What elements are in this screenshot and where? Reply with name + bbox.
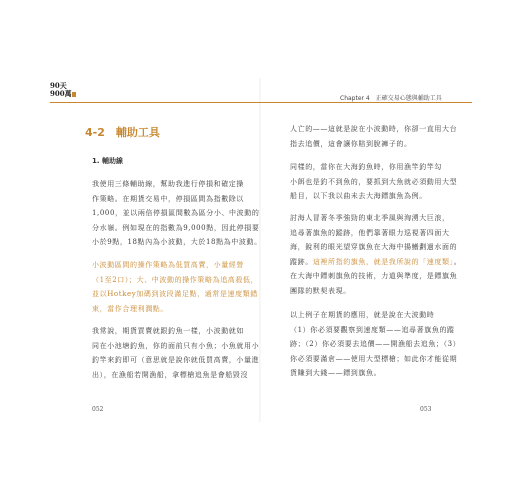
text-line: 出），在漁船若開漁船，拿標槍追魚是會船毀沒 bbox=[92, 370, 249, 379]
section-heading: 4-2 輔助工具 bbox=[85, 126, 160, 139]
text-line: 同樣的，當你在大海釣魚時，你用漁竿釣竿勾 bbox=[290, 163, 442, 171]
left-paragraph-3 bbox=[92, 324, 259, 382]
logo-mark bbox=[72, 92, 76, 97]
text-line: 釣竿來釣即可（意思就是說你就低買高賣，小量進 bbox=[92, 356, 260, 365]
text-line: 以上例子在期貨的應用，就是說在大波動時 bbox=[290, 311, 435, 319]
logo-line-1: 90天 bbox=[50, 81, 67, 90]
text-line: 討海人冒著冬季強勁的東北季風與洶湧大巨浪， bbox=[290, 214, 450, 222]
right-paragraph-4 bbox=[290, 308, 460, 381]
text-line: 人亡的——這就是說在小波動時，你卻一直用大台 bbox=[290, 125, 458, 133]
text-line: 跡；（2）你必須要去追價——開漁船去追魚；（3） bbox=[290, 340, 461, 349]
right-paragraph-1 bbox=[290, 122, 457, 151]
text-line: 船目，以下我以曲未去大海鏢旗魚為例。 bbox=[290, 192, 427, 201]
text-line: 我常說，期貨買賣就跟釣魚一樣，小波動就如 bbox=[92, 327, 244, 335]
left-paragraph-2-highlight bbox=[92, 258, 258, 316]
page-number-left: 052 bbox=[92, 406, 104, 413]
text-line: 指去追價，這會讓你賠到脫褲子的。 bbox=[290, 139, 412, 148]
text-fragment: 。 bbox=[453, 257, 462, 266]
text-fragment: 蹤跡。 bbox=[290, 257, 313, 266]
book-gutter bbox=[259, 78, 261, 422]
text-line: 小波動區間的操作策略為低買高賣，小量經營 bbox=[92, 261, 244, 269]
text-line-with-highlight bbox=[290, 255, 461, 270]
text-line: （1）你必須要觀察到速度類——追尋著旗魚的蹤 bbox=[290, 325, 455, 334]
text-line: 並以Hotkey加碼到波段滿足點，通常是速度類錯 bbox=[92, 290, 258, 299]
text-line: 團隊的默契表現。 bbox=[290, 286, 351, 295]
text-line: 1,000，並以兩倍停損區間數為區分小、中波動的 bbox=[92, 209, 260, 218]
text-line: 海，銳利的眼光望穿旗魚在大海中揚鰭劃過水面的 bbox=[290, 243, 458, 252]
text-line: 束，當作合理利潤點。 bbox=[92, 304, 168, 313]
sub-heading: 1. 輔助線 bbox=[92, 157, 123, 165]
text-line: 你必須要滿倉——使用大型標槍；如此你才能從期 bbox=[290, 354, 458, 363]
text-line: 追尋著旗魚的蹤跡，他們靠著眼力巡視著四面大 bbox=[290, 228, 450, 237]
text-line: 貨賺到大錢——鏢到旗魚。 bbox=[290, 369, 382, 378]
text-line: 分水嶺。例如現在的指數為9,000點，因此停損要 bbox=[92, 223, 260, 232]
left-paragraph-1 bbox=[92, 177, 262, 250]
book-logo bbox=[50, 82, 76, 104]
right-paragraph-3 bbox=[290, 211, 461, 299]
text-line: 我使用三條輔助線，幫助我進行停損和確定操 bbox=[92, 180, 244, 188]
text-line: 小於9點，18點內為小波動，大於18點為中波動。 bbox=[92, 238, 262, 247]
text-line: 同在小池塘釣魚，你的面前只有小魚；小魚就用小 bbox=[92, 341, 260, 350]
chapter-title: Chapter 4 正確交易心態與輔助工具 bbox=[340, 95, 442, 102]
text-line: 在大海中鏢刺旗魚的技術，力道與準度，是鏢旗魚 bbox=[290, 272, 458, 281]
header-rule bbox=[50, 102, 472, 103]
text-line: 小餌也是釣不到魚的，要抓到大魚就必須動用大型 bbox=[290, 177, 458, 186]
text-line: 作策略。在期貨交易中，停損區間為指數除以 bbox=[92, 194, 244, 203]
page-number-right: 053 bbox=[420, 406, 432, 413]
highlighted-text: 這裡所指的旗魚，就是我所說的「速度類」 bbox=[312, 257, 454, 266]
text-line: （1至2口）；大、中波動的操作策略為追高殺低， bbox=[92, 275, 259, 284]
right-paragraph-2 bbox=[290, 160, 457, 204]
logo-line-2: 900萬 bbox=[50, 89, 72, 98]
